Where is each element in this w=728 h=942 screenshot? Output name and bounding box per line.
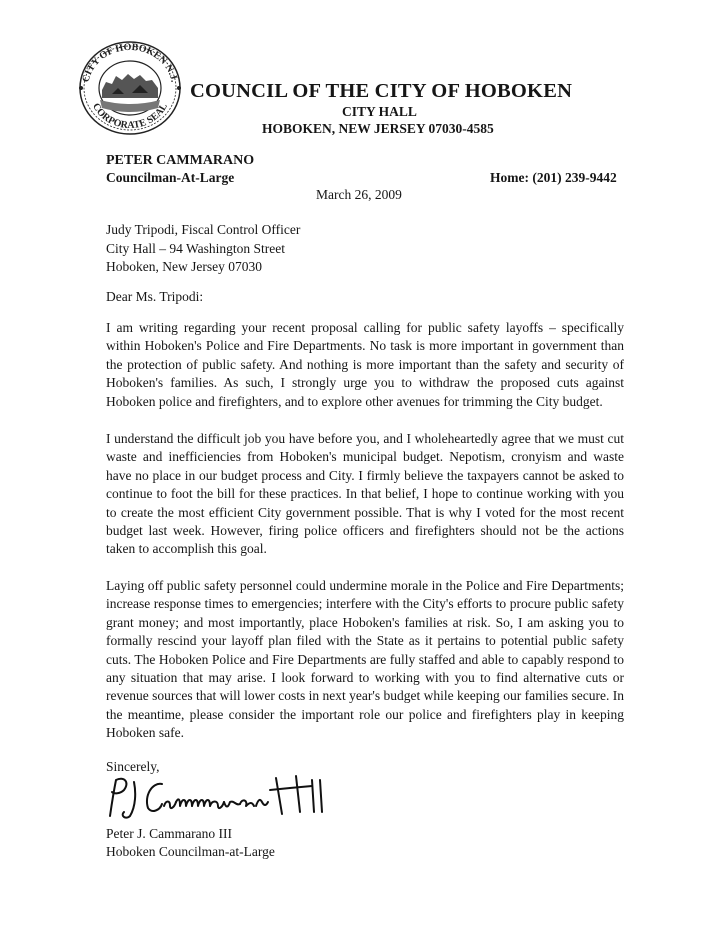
- sender-name: PETER CAMMARANO: [106, 153, 255, 168]
- recipient-line-3: Hoboken, New Jersey 07030: [106, 259, 262, 274]
- letter-date: March 26, 2009: [316, 187, 402, 202]
- recipient-address: [106, 221, 300, 277]
- body-paragraph-2: I understand the difficult job you have before you, and I wholeheartedly agree that we must cut waste and inefficiencies from Hoboken's municipal budget. Nepotism, cronyism and waste have no place in our budget process and City. I firmly believe the taxpayers cannot be asked to continue to foot the bill for these practices. In that belief, I hope to continue working with you to create the most efficient City government possible. That is why I voted for the most recent budget last week. However, firing police officers and firefighters should not be the actions taken to accomplish this goal.: [106, 431, 624, 557]
- svg-text:CORPORATE SEAL: CORPORATE SEAL: [90, 101, 170, 132]
- sender-title: Councilman-At-Large: [106, 170, 235, 185]
- recipient-line-1: Judy Tripodi, Fiscal Control Officer: [106, 222, 301, 237]
- salutation: Dear Ms. Tripodi:: [106, 289, 204, 304]
- letterhead-title: COUNCIL OF THE CITY OF HOBOKEN: [190, 80, 573, 102]
- city-seal-icon: [72, 38, 188, 138]
- signature-image: [100, 772, 330, 822]
- closing: Sincerely,: [106, 759, 160, 774]
- sender-home-phone: Home: (201) 239-9442: [490, 170, 617, 185]
- signer-title: Hoboken Councilman-at-Large: [106, 844, 275, 859]
- letterhead-address: HOBOKEN, NEW JERSEY 07030-4585: [262, 121, 494, 136]
- body-paragraph-3: Laying off public safety personnel could undermine morale in the Police and Fire Departments; increase response times to emergencies; interfere with the City's efforts to procure public safety grant money; and most importantly, place Hoboken's families at risk. So, I am asking you to formally rescind your layoff plan filed with the State as it pertains to potential public safety cuts. The Hoboken Police and Fire Departments are fully staffed and able to capably respond to any situation that may arise. I look forward to working with you to find alternative cuts or revenue sources that will lower costs in next year's budget while keeping our families secure. In the meantime, please consider the important role our police and firefighters play in keeping Hoboken safe.: [106, 578, 624, 741]
- letterhead-city-hall: CITY HALL: [342, 104, 417, 119]
- signer-name: Peter J. Cammarano III: [106, 826, 232, 841]
- body-paragraph-1: I am writing regarding your recent proposal calling for public safety layoffs – specifically within Hoboken's Police and Fire Departments. No task is more important in government than the protection of public safety. And nothing is more important than the safety and security of Hoboken's families. As such, I strongly urge you to withdraw the proposed cuts against Hoboken police and firefighters, and to explore other avenues for trimming the City budget.: [106, 320, 624, 409]
- recipient-line-2: City Hall – 94 Washington Street: [106, 240, 286, 256]
- svg-text:CITY OF HOBOKEN N.J.: CITY OF HOBOKEN N.J.: [80, 41, 180, 84]
